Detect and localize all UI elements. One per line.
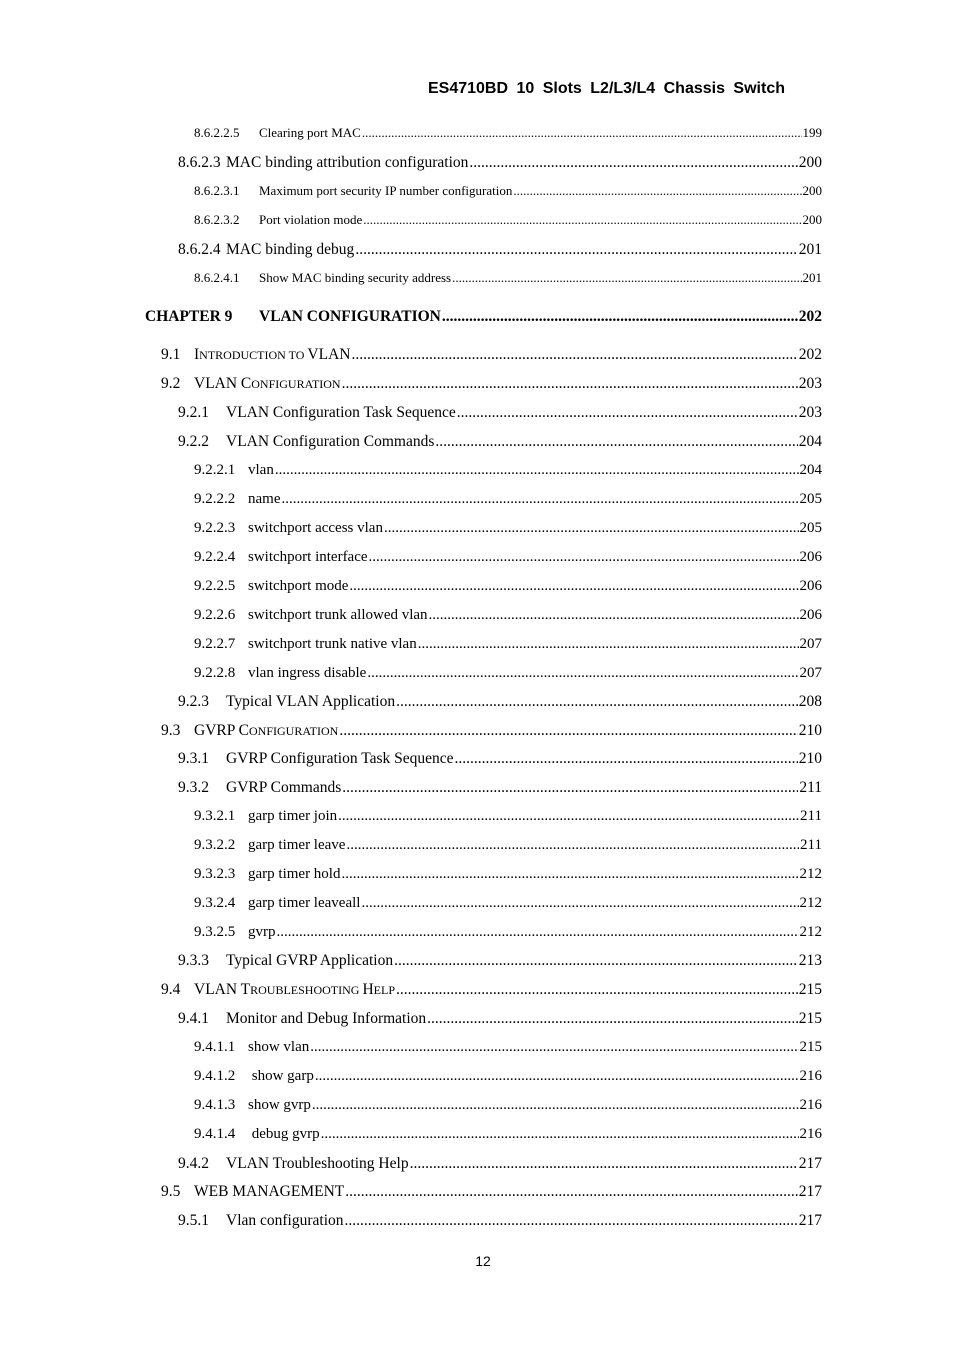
toc-entry[interactable] [194,462,822,484]
toc-entry-title-part: NTRODUCTION TO [199,348,308,362]
toc-entry-title: gvrp [248,924,276,940]
toc-entry-title: switchport interface [248,549,368,565]
toc-entry[interactable] [161,346,822,368]
toc-entry-title [194,375,341,393]
toc-entry-title: GVRP Commands [226,779,342,796]
toc-entry-title: garp timer join [248,808,338,824]
toc-entry[interactable] [178,241,822,263]
toc-entry-title: GVRP Configuration Task Sequence [226,750,454,767]
toc-entry-number: 9.2.2.6 [194,607,236,623]
toc-entry-page: 208 [798,693,822,710]
toc-entry-number: 9.1 [161,346,181,363]
toc-entry-title: garp timer hold [248,866,341,882]
toc-entry-page: 201 [802,270,822,285]
toc-entry-number: 9.2.2.8 [194,665,236,681]
toc-dot-leader [362,125,802,141]
toc-dot-leader [342,779,798,797]
toc-dot-leader [345,1183,798,1201]
toc-entry-number: 9.3.2 [178,779,209,796]
toc-entry-title: VLAN Troubleshooting Help [226,1155,409,1172]
toc-dot-leader [346,837,799,854]
page-header: ES4710BD 10 Slots L2/L3/L4 Chassis Switch [427,80,785,97]
toc-dot-leader [345,1212,798,1230]
toc-dot-leader [367,665,798,682]
toc-entry-title: VLAN CONFIGURATION [259,308,441,325]
toc-entry-title: Clearing port MAC [259,125,361,140]
toc-entry[interactable] [194,549,822,571]
toc-entry-title-part: ONFIGURATION [248,724,339,738]
toc-entry[interactable] [194,808,822,830]
toc-entry-number: CHAPTER 9 [145,308,233,325]
toc-entry-title-part: I [194,346,200,363]
toc-entry-page: 215 [799,1039,822,1055]
toc-entry[interactable] [194,1126,822,1148]
toc-entry-page: 205 [799,520,822,536]
toc-dot-leader [418,636,799,653]
toc-entry-title: switchport trunk allowed vlan [248,607,428,623]
toc-dot-leader [277,924,799,941]
toc-entry-page: 206 [799,607,822,623]
toc-entry-number: 9.4.1.2 [194,1068,236,1084]
toc-entry[interactable] [194,125,822,147]
toc-entry-number: 9.4.2 [178,1155,209,1172]
toc-entry[interactable] [194,665,822,687]
toc-entry-title-part: VLAN [307,346,351,363]
toc-entry-page: 215 [798,1010,822,1027]
toc-entry[interactable] [194,895,822,917]
toc-entry-title: vlan ingress disable [248,665,367,681]
toc-entry[interactable] [161,375,822,397]
toc-entry-number: 9.5 [161,1183,181,1200]
toc-dot-leader [342,375,798,393]
toc-entry-number: 8.6.2.2.5 [194,125,240,140]
toc-dot-leader [355,241,797,259]
toc-entry[interactable] [161,1183,822,1205]
toc-entry[interactable] [178,404,822,426]
toc-entry-page: 206 [799,578,822,594]
toc-entry-page: 207 [799,665,822,681]
toc-dot-leader [394,952,798,970]
toc-entry-title [194,981,395,999]
toc-entry-title: debug gvrp [248,1126,320,1142]
toc-entry[interactable] [178,154,822,176]
toc-entry-number: 9.4.1.4 [194,1126,236,1142]
toc-entry-title: garp timer leaveall [248,895,361,911]
toc-entry[interactable] [145,308,822,330]
toc-entry-title: show garp [248,1068,314,1084]
toc-dot-leader [321,1126,799,1143]
toc-entry-number: 9.3.2.2 [194,837,236,853]
toc-entry-title-part: ROUBLESHOOTING [250,983,363,997]
toc-entry-title-part: VLAN C [194,375,252,392]
toc-dot-leader [427,1010,798,1028]
toc-dot-leader [469,154,797,172]
toc-entry-number: 9.4 [161,981,181,998]
toc-entry-page: 201 [798,241,822,258]
toc-entry-number: 8.6.2.3.2 [194,212,240,227]
toc-entry-page: 213 [798,952,822,969]
toc-entry-title-part: H [362,981,374,998]
toc-entry-page: 212 [799,866,822,882]
toc-entry-title: name [248,491,281,507]
toc-entry-title: Typical VLAN Application [226,693,396,710]
toc-entry-number: 9.3.1 [178,750,209,767]
toc-entry[interactable] [194,212,822,234]
toc-entry-number: 9.4.1 [178,1010,209,1027]
toc-entry-number: 8.6.2.4 [178,241,221,258]
toc-entry-number: 9.4.1.1 [194,1039,236,1055]
toc-dot-leader [315,1068,799,1085]
toc-entry-title: switchport access vlan [248,520,383,536]
toc-dot-leader [351,346,797,364]
toc-entry-page: 204 [799,462,822,478]
toc-entry[interactable] [194,270,822,292]
toc-entry-title-part: ONFIGURATION [251,377,341,391]
toc-entry-number: 9.3.2.4 [194,895,236,911]
toc-entry-page: 217 [798,1155,822,1172]
toc-entry-number: 9.3.2.1 [194,808,236,824]
toc-entry-page: 207 [799,636,822,652]
toc-entry-page: 202 [798,308,822,325]
toc-entry[interactable] [178,750,822,772]
toc-entry[interactable] [194,866,822,888]
toc-dot-leader [363,212,801,228]
toc-entry[interactable] [194,1068,822,1090]
toc-entry[interactable] [178,779,822,801]
toc-entry-title: Show MAC binding security address [259,270,452,285]
toc-entry-title: Port violation mode [259,212,363,227]
toc-entry-number: 8.6.2.3 [178,154,221,171]
toc-dot-leader [349,578,798,595]
toc-entry-number: 9.2.3 [178,693,209,710]
toc-entry-page: 203 [798,375,822,392]
toc-dot-leader [435,433,797,451]
toc-dot-leader [396,693,798,711]
toc-entry[interactable] [194,607,822,629]
toc-entry[interactable] [161,981,822,1003]
toc-entry-page: 216 [799,1097,822,1113]
toc-dot-leader [281,491,798,508]
toc-entry[interactable] [194,924,822,946]
toc-dot-leader [312,1097,799,1114]
toc-entry-number: 9.2.2.5 [194,578,236,594]
toc-entry-page: 216 [799,1126,822,1142]
toc-entry-title: Typical GVRP Application [226,952,394,969]
toc-entry-title-part: ELP [373,983,396,997]
toc-dot-leader [341,866,798,883]
toc-entry-title: switchport mode [248,578,349,594]
toc-entry[interactable] [194,578,822,600]
toc-entry-number: 9.2.1 [178,404,209,421]
toc-entry-title: show gvrp [248,1097,311,1113]
page-number: 12 [475,1253,491,1269]
toc-entry-number: 9.2.2.4 [194,549,236,565]
toc-entry-title: VLAN Configuration Task Sequence [226,404,456,421]
toc-dot-leader [361,895,798,912]
toc-entry-title: Vlan configuration [226,1212,344,1229]
toc-entry[interactable] [178,952,822,974]
toc-entry[interactable] [194,1039,822,1061]
toc-entry-title: VLAN Configuration Commands [226,433,435,450]
toc-entry-title: switchport trunk native vlan [248,636,417,652]
toc-entry[interactable] [194,1097,822,1119]
toc-entry[interactable] [178,1010,822,1032]
toc-entry-number: 9.2.2.7 [194,636,236,652]
toc-dot-leader [396,981,798,999]
toc-entry-title-part: GVRP C [194,722,249,739]
toc-entry-page: 199 [802,125,822,140]
toc-entry-number: 9.4.1.3 [194,1097,236,1113]
toc-dot-leader [384,520,799,537]
toc-entry[interactable] [194,520,822,542]
toc-entry-number: 9.3.3 [178,952,209,969]
toc-entry-page: 217 [798,1212,822,1229]
toc-entry-page: 205 [799,491,822,507]
toc-entry-page: 200 [802,212,822,227]
toc-entry-title: vlan [248,462,274,478]
toc-entry-title [194,346,350,364]
toc-entry-number: 8.6.2.4.1 [194,270,240,285]
toc-entry[interactable] [178,693,822,715]
toc-dot-leader [442,308,798,326]
toc-dot-leader [457,404,798,422]
toc-entry[interactable] [194,183,822,205]
toc-entry[interactable] [161,722,822,744]
toc-entry-title: WEB MANAGEMENT [194,1183,345,1200]
toc-entry-page: 210 [798,722,822,739]
toc-dot-leader [513,183,801,199]
toc-entry-number: 9.2.2.3 [194,520,236,536]
toc-dot-leader [410,1155,798,1173]
toc-entry-title: MAC binding attribution configuration [226,154,469,171]
toc-entry[interactable] [178,433,822,455]
toc-entry-number: 9.2.2.2 [194,491,236,507]
toc-entry[interactable] [194,636,822,658]
toc-entry-number: 9.2 [161,375,181,392]
toc-entry-number: 9.3.2.5 [194,924,236,940]
toc-entry-page: 211 [799,779,822,796]
toc-entry-number: 9.3 [161,722,181,739]
toc-dot-leader [339,722,797,740]
toc-entry-page: 200 [802,183,822,198]
toc-entry-title-part: VLAN T [194,981,251,998]
toc-entry-title: Maximum port security IP number configuration [259,183,513,198]
toc-entry-page: 216 [799,1068,822,1084]
toc-entry-page: 217 [798,1183,822,1200]
toc-entry-page: 203 [798,404,822,421]
toc-entry-number: 8.6.2.3.1 [194,183,240,198]
toc-entry-number: 9.5.1 [178,1212,209,1229]
toc-entry-title [194,722,338,740]
toc-entry-number: 9.2.2.1 [194,462,236,478]
toc-entry[interactable] [178,1155,822,1177]
toc-entry[interactable] [194,491,822,513]
toc-dot-leader [310,1039,798,1056]
toc-dot-leader [369,549,799,566]
toc-entry-page: 204 [798,433,822,450]
toc-entry-page: 212 [799,895,822,911]
toc-entry-page: 206 [799,549,822,565]
toc-entry-page: 210 [798,750,822,767]
toc-entry-number: 9.3.2.3 [194,866,236,882]
toc-entry-page: 215 [798,981,822,998]
toc-entry-number: 9.2.2 [178,433,209,450]
toc-entry-page: 200 [798,154,822,171]
toc-dot-leader [455,750,798,768]
toc-entry-page: 202 [798,346,822,363]
toc-dot-leader [275,462,799,479]
toc-entry-title: show vlan [248,1039,310,1055]
toc-entry[interactable] [178,1212,822,1234]
toc-entry[interactable] [194,837,822,859]
toc-entry-title: Monitor and Debug Information [226,1010,427,1027]
toc-dot-leader [338,808,799,825]
toc-dot-leader [429,607,799,624]
toc-entry-title: garp timer leave [248,837,346,853]
toc-dot-leader [452,270,801,286]
toc-entry-page: 212 [799,924,822,940]
toc-entry-page: 211 [800,837,822,853]
toc-entry-page: 211 [800,808,822,824]
toc-entry-title: MAC binding debug [226,241,355,258]
